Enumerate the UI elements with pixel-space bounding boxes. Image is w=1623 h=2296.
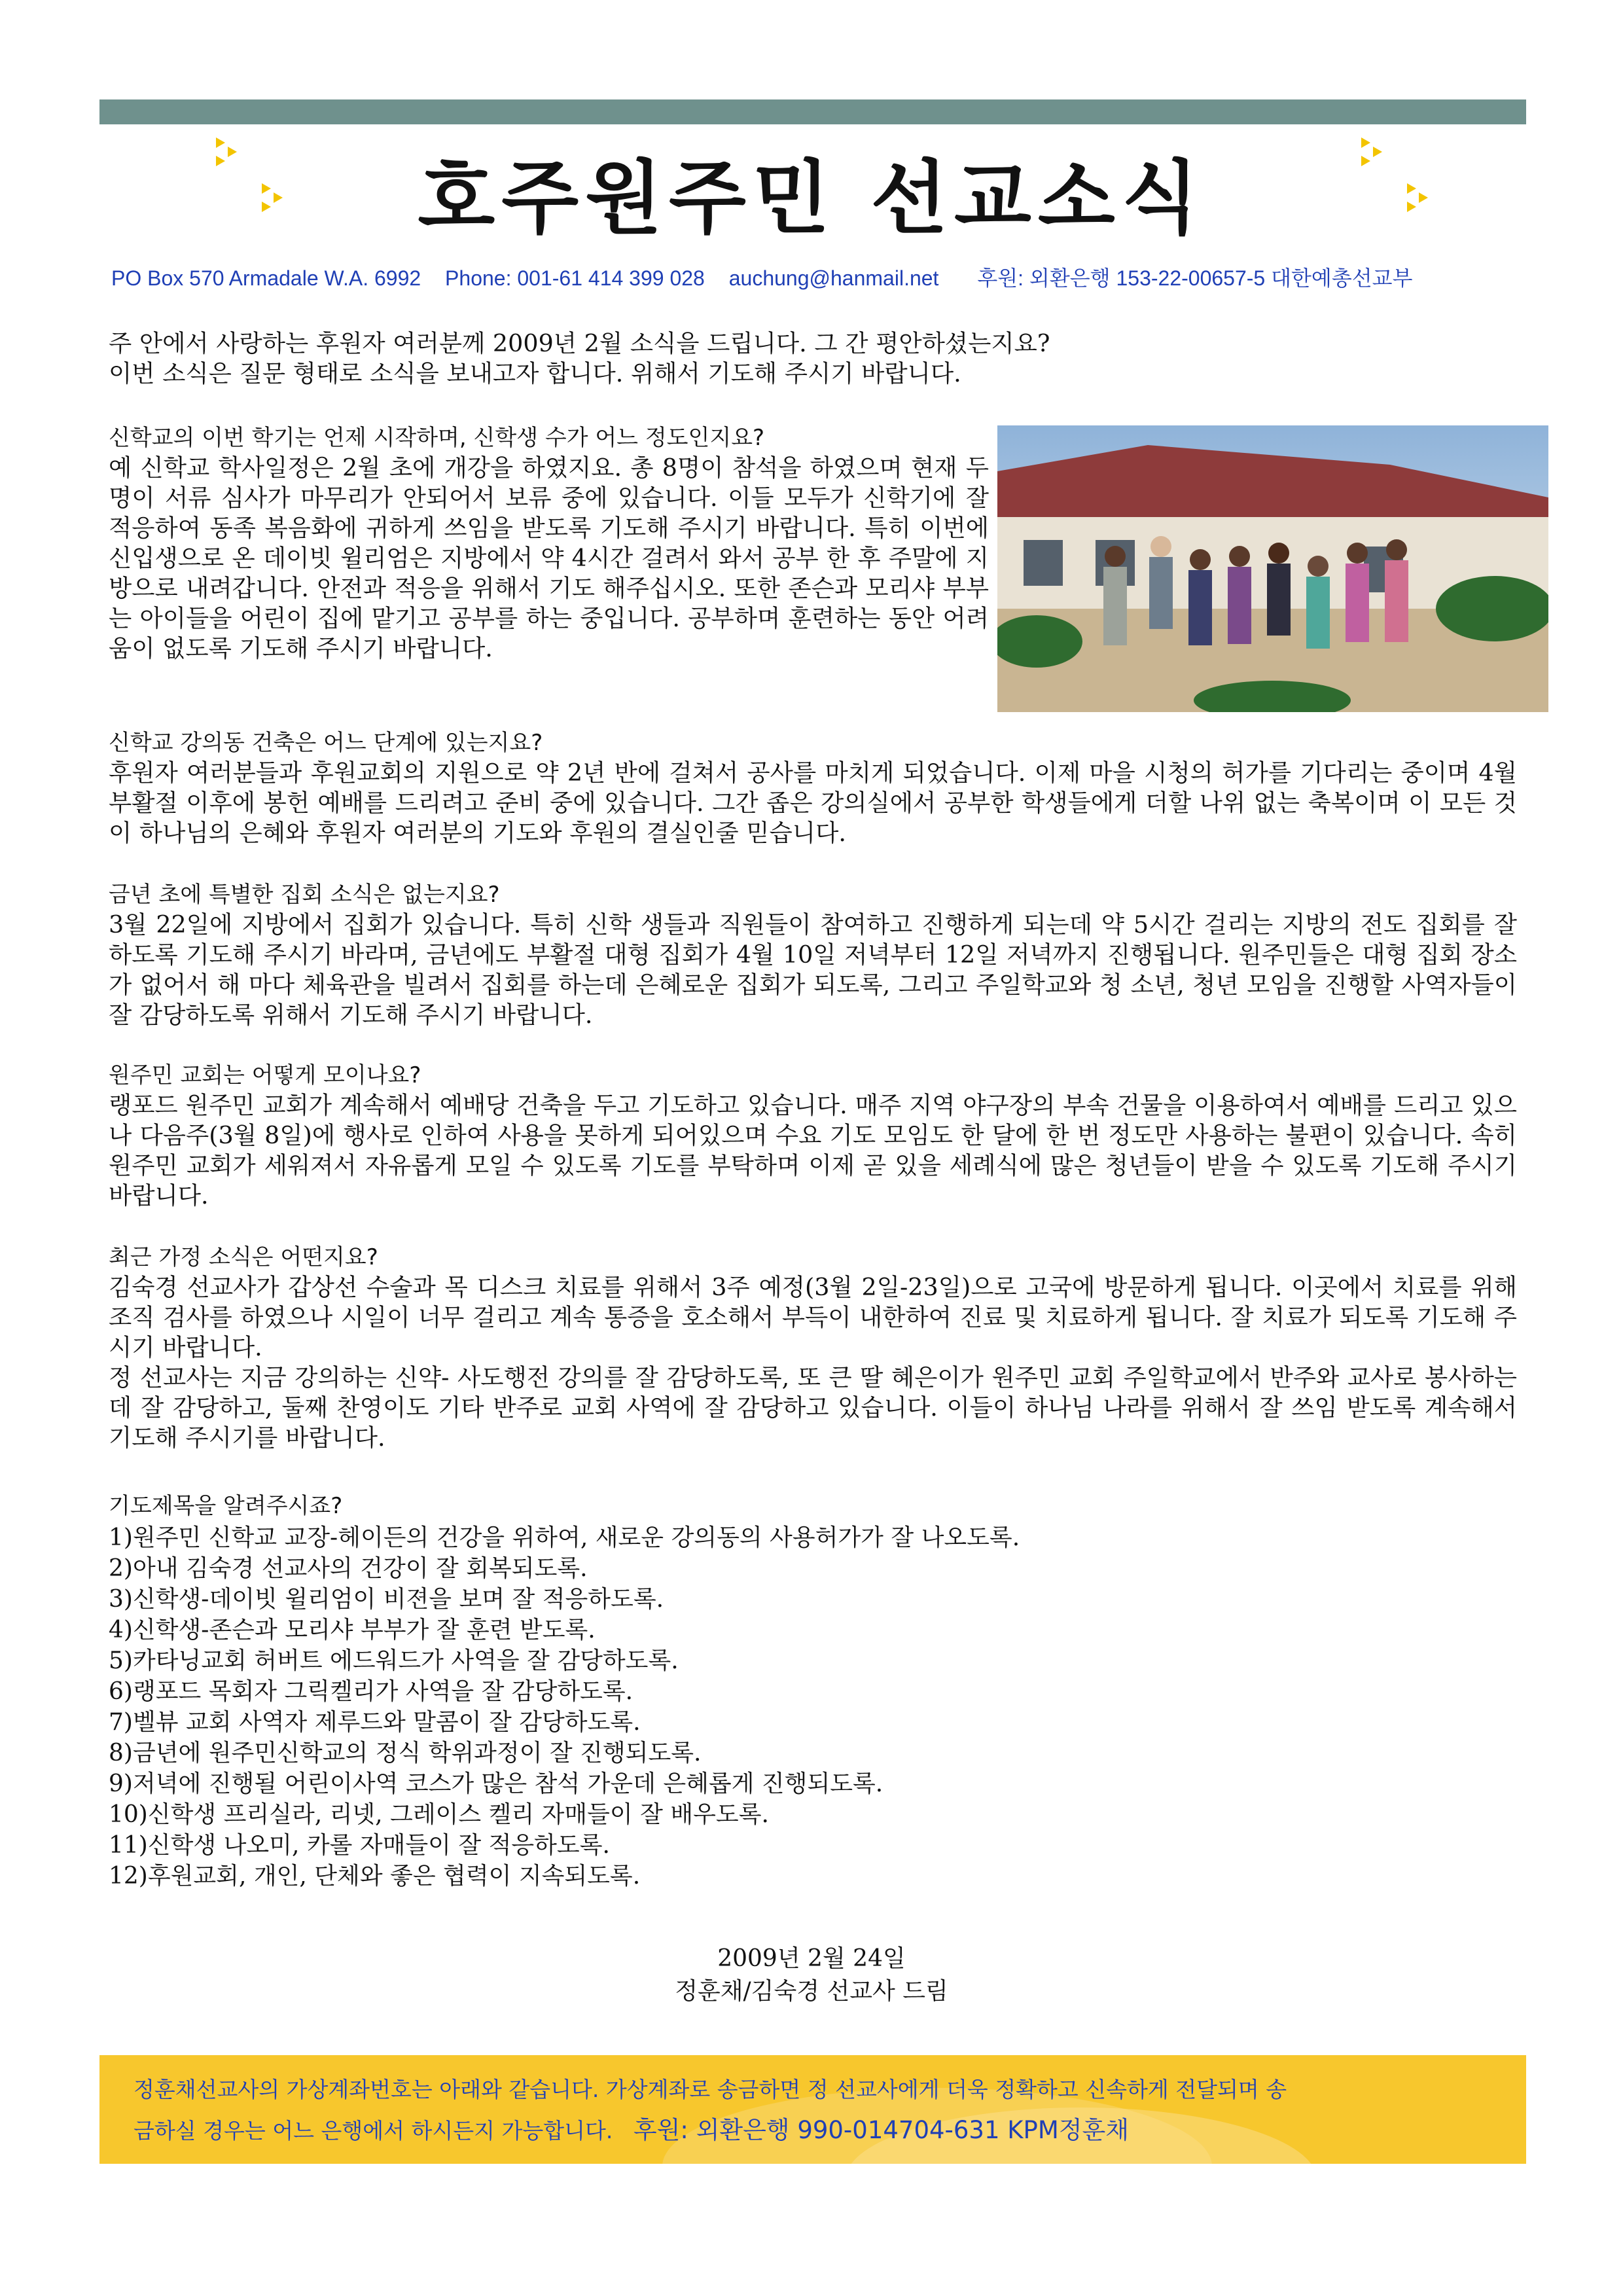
- signature-date: 2009년 2월 24일: [717, 1945, 906, 1972]
- section-3-answer: 3월 22일에 지방에서 집회가 있습니다. 특히 신학 생들과 직원들이 참여하고 진행하게 되는데 약 5시간 걸리는 지방의 전도 집회를 잘 하도록 기도해 주시기 바라며, 금년에도 부활절 대형 집회가 4월 10일 저녁부터 12일 저녁까지 진행됩니다. 원주민들은 대형 집회 장소가 없어서 해 마다 체육관을 빌려서 집회를 하는데 은혜로운 집회가 되도록, 그리고 주일학교와 청 소년, 청년 모임을 진행할 사역자들이 잘 감당하도록 위해서 기도해 주시기 바랍니다.: [109, 910, 1517, 1029]
- newsletter-title: 호주원주민 선교소식: [418, 152, 1205, 245]
- section-5-question: 최근 가정 소식은 어떤지요?: [109, 1244, 378, 1270]
- intro-line-2: 이번 소식은 질문 형태로 소식을 보내고자 합니다. 위해서 기도해 주시기 바랍니다.: [109, 359, 961, 387]
- footer-account: 후원: 외환은행 990-014704-631 KPM정훈채: [633, 2116, 1129, 2144]
- footer-line-1: 정훈채선교사의 가상계좌번호는 아래와 같습니다. 가상계좌로 송금하면 정 선교사에게 더욱 정확하고 신속하게 전달되며 송: [134, 2077, 1287, 2102]
- section-2: [109, 728, 1517, 848]
- section-1-question: 신학교의 이번 학기는 언제 시작하며, 신학생 수가 어느 정도인지요?: [109, 425, 765, 451]
- signature-from: 정훈채/김숙경 선교사 드림: [675, 1978, 948, 2005]
- prayer-list: [109, 1491, 1020, 1892]
- section-2-question: 신학교 강의동 건축은 어느 단계에 있는지요?: [109, 730, 543, 756]
- section-1: [109, 423, 989, 664]
- phone: Phone: 001-61 414 399 028: [445, 266, 705, 290]
- footer-text: [134, 2070, 1501, 2151]
- section-2-answer: 후원자 여러분들과 후원교회의 지원으로 약 2년 반에 걸쳐서 공사를 마치게 되었습니다. 이제 마을 시청의 허가를 기다리는 중이며 4월 부활절 이후에 봉헌 예배를 드리려고 준비 중에 있습니다. 그간 좁은 강의실에서 공부한 학생들에게 더할 나위 없는 축복이며 이 모든 것이 하나님의 은혜와 후원자 여러분의 기도와 후원의 결실인줄 믿습니다.: [109, 759, 1517, 847]
- section-3: [109, 880, 1517, 1030]
- section-1-answer: 예 신학교 학사일정은 2월 초에 개강을 하였지요. 총 8명이 참석을 하였으며 현재 두 명이 서류 심사가 마무리가 안되어서 보류 중에 있습니다. 이들 모두가 신학기에 잘 적응하여 동족 복음화에 귀하게 쓰임을 받도록 기도해 주시기 바랍니다. 특히 이번에 신입생으로 온 데이빗 윌리엄은 지방에서 약 4시간 걸려서 와서 공부 한 후 주말에 지방으로 내려갑니다. 안전과 적응을 위해서 기도 해주십시오. 또한 존슨과 모리샤 부부는 아이들을 어린이 집에 맡기고 공부를 하는 중입니다. 공부하며 훈련하는 동안 어려움이 없도록 기도해 주시기 바랍니다.: [109, 454, 989, 662]
- section-5-answer-2: 정 선교사는 지금 강의하는 신약- 사도행전 강의를 잘 감당하도록, 또 큰 딸 혜은이가 원주민 교회 주일학교에서 반주와 교사로 봉사하는데 잘 감당하고, 둘째 찬영이도 기타 반주로 교회 사역에 잘 감당하고 있습니다. 이들이 하나님 나라를 위해서 잘 쓰임 받도록 계속해서 기도해 주시기를 바랍니다.: [109, 1363, 1517, 1452]
- prayer-item: 12)후원교회, 개인, 단체와 좋은 협력이 지속되도록.: [109, 1863, 641, 1890]
- group-photo: [997, 425, 1548, 712]
- intro-paragraph: [109, 329, 1529, 389]
- prayer-item: 8)금년에 원주민신학교의 정식 학위과정이 잘 진행되도록.: [109, 1740, 702, 1767]
- group-photo-icon: [997, 425, 1548, 712]
- prayer-item: 3)신학생-데이빗 윌리엄이 비젼을 보며 잘 적응하도록.: [109, 1586, 664, 1613]
- section-3-question: 금년 초에 특별한 집회 소식은 없는지요?: [109, 882, 500, 908]
- prayer-item: 1)원주민 신학교 교장-헤이든의 건강을 위하여, 새로운 강의동의 사용허가가 잘 나오도록.: [109, 1524, 1020, 1551]
- prayer-item: 6)랭포드 목회자 그릭켈리가 사역을 잘 감당하도록.: [109, 1678, 633, 1705]
- prayer-item: 4)신학생-존슨과 모리샤 부부가 잘 훈련 받도록.: [109, 1617, 596, 1643]
- prayer-item: 10)신학생 프리실라, 리넷, 그레이스 켈리 자매들이 잘 배우도록.: [109, 1801, 769, 1828]
- footer-line-2: 금하실 경우는 어느 은행에서 하시든지 가능합니다.: [134, 2118, 613, 2144]
- prayer-item: 11)신학생 나오미, 카롤 자매들이 잘 적응하도록.: [109, 1832, 610, 1859]
- prayer-item: 7)벨뷰 교회 사역자 제루드와 말콤이 잘 감당하도록.: [109, 1709, 641, 1736]
- section-4-question: 원주민 교회는 어떻게 모이나요?: [109, 1062, 421, 1088]
- section-5: [109, 1242, 1517, 1453]
- prayer-item: 5)카타닝교회 허버트 에드워드가 사역을 잘 감당하도록.: [109, 1647, 679, 1674]
- section-4: [109, 1060, 1517, 1211]
- support-account: 후원: 외환은행 153-22-00657-5 대한예총선교부: [977, 266, 1413, 290]
- intro-line-1: 주 안에서 사랑하는 후원자 여러분께 2009년 2월 소식을 드립니다. 그 간 평안하셨는지요?: [109, 329, 1050, 357]
- prayer-item: 2)아내 김숙경 선교사의 건강이 잘 회복되도록.: [109, 1555, 588, 1582]
- section-5-answer: 김숙경 선교사가 갑상선 수술과 목 디스크 치료를 위해서 3주 예정(3월 2일-23일)으로 고국에 방문하게 됩니다. 이곳에서 치료를 위해 조직 검사를 하였으나 시일이 너무 걸리고 계속 통증을 호소해서 부득이 내한하여 진료 및 치료하게 됩니다. 잘 치료가 되도록 기도해 주시기 바랍니다.: [109, 1273, 1517, 1361]
- section-4-answer: 랭포드 원주민 교회가 계속해서 예배당 건축을 두고 기도하고 있습니다. 매주 지역 야구장의 부속 건물을 이용하여서 예배를 드리고 있으나 다음주(3월 8일)에 행사로 인하여 사용을 못하게 되어있으며 수요 기도 모임도 한 달에 한 번 정도만 사용하는 불편이 있습니다. 속히 원주민 교회가 세워져서 자유롭게 모일 수 있도록 기도를 부탁하며 이제 곧 있을 세례식에 많은 청년들이 받을 수 있도록 기도해 주시기 바랍니다.: [109, 1091, 1517, 1210]
- signature-block: [0, 1943, 1623, 2008]
- prayer-item: 9)저녁에 진행될 어린이사역 코스가 많은 참석 가운데 은혜롭게 진행되도록.: [109, 1770, 883, 1797]
- footer-banner: [99, 2055, 1526, 2164]
- header-bar: [99, 99, 1526, 124]
- email: auchung@hanmail.net: [728, 266, 939, 290]
- contact-line: [111, 262, 1538, 292]
- address: PO Box 570 Armadale W.A. 6992: [111, 266, 421, 290]
- prayer-question: 기도제목을 알려주시죠?: [109, 1493, 343, 1519]
